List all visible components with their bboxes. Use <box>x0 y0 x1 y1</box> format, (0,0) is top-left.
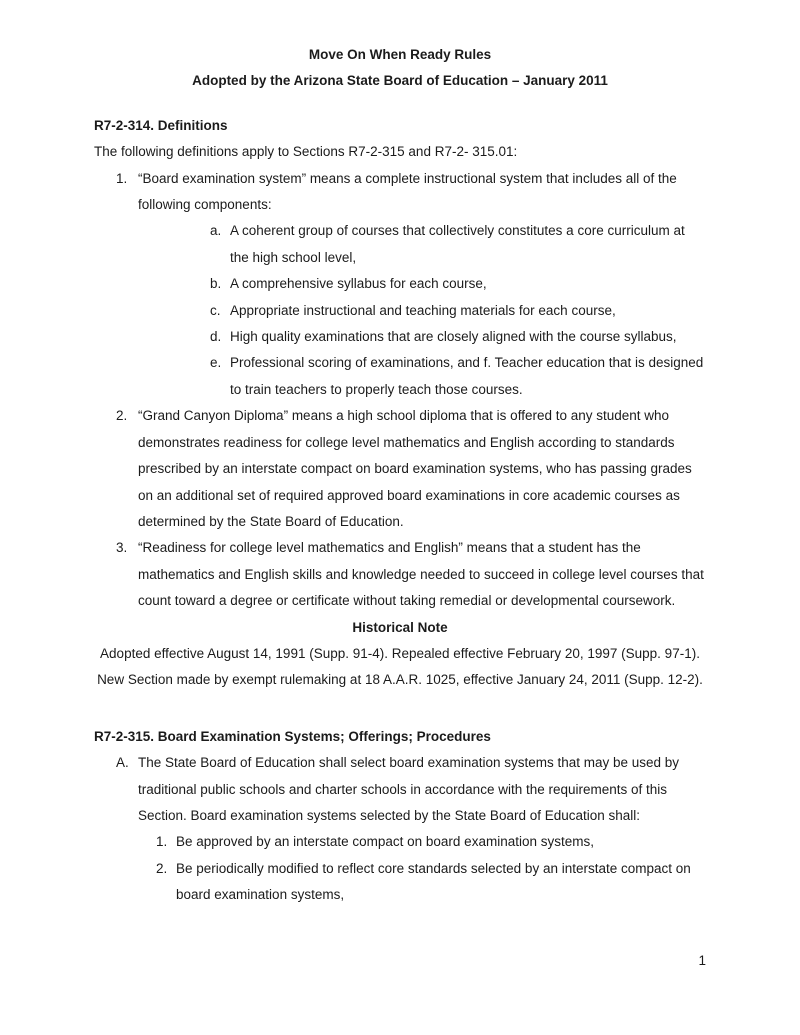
section-314-intro: The following definitions apply to Sections R7-2-315 and R7-2- 315.01: <box>94 144 518 160</box>
subitem-text: Be approved by an interstate compact on board examination systems, <box>176 834 594 850</box>
component-text: High quality examinations that are closely aligned with the course syllabus, <box>230 329 677 345</box>
document-title: Move On When Ready Rules <box>308 47 492 62</box>
list-marker: 1. <box>156 834 168 850</box>
definition-text: “Board examination system” means a complete instructional system that includes all of the following components: <box>138 170 677 213</box>
definition-item-1 <box>116 166 706 219</box>
list-marker: 1. <box>116 170 128 186</box>
component-item-e <box>210 350 706 403</box>
subitem-text: Be periodically modified to reflect core standards selected by an interstate compact on board examination systems, <box>176 860 691 903</box>
component-text: A coherent group of courses that collectively constitutes a core curriculum at the high school level, <box>230 223 685 265</box>
section-314-heading: R7-2-314. Definitions <box>94 117 228 133</box>
list-marker: 2. <box>156 860 168 876</box>
section-315-subitem-2 <box>156 856 706 909</box>
section-315-item-A <box>116 750 706 829</box>
page-number: 1 <box>698 953 706 968</box>
component-item-d <box>210 324 706 350</box>
item-text: The State Board of Education shall select board examination systems that may be used by traditional public schools and charter schools in accordance with the requirements of this Section. Board examination systems selected by the State Board of Education shall: <box>138 755 680 823</box>
list-marker: 2. <box>116 408 128 424</box>
list-marker: A. <box>116 755 129 771</box>
list-marker: 3. <box>116 540 128 556</box>
definition-text: “Readiness for college level mathematics and English” means that a student has the mathematics and English skills and knowledge needed to succeed in college level courses that count toward a degree or certificate without taking remedial or developmental coursework. <box>138 540 704 609</box>
definition-text: “Grand Canyon Diploma” means a high school diploma that is offered to any student who demonstrates readiness for college level mathematics and English according to standards prescribed by an interstate compact on board examination systems, who has passing grades on an additional set of required approved board examinations in core academic courses as determined by the State Board of Education. <box>138 408 692 529</box>
component-item-a <box>210 218 706 271</box>
historical-note-text: Adopted effective August 14, 1991 (Supp. 91-4). Repealed effective February 20, 1997 (Supp. 97-1). New Section made by exempt rulemaking at 18 A.A.R. 1025, effective January 24, 2011 (Supp. 12-2). <box>97 645 703 688</box>
list-marker: b. <box>210 276 222 292</box>
historical-note-heading: Historical Note <box>352 619 448 635</box>
list-marker: e. <box>210 355 222 371</box>
definition-item-3 <box>116 535 706 614</box>
section-315-subitem-1 <box>156 829 706 855</box>
section-315-heading: R7-2-315. Board Examination Systems; Offerings; Procedures <box>94 728 491 744</box>
document-subtitle: Adopted by the Arizona State Board of Education – January 2011 <box>192 73 608 89</box>
component-text: Appropriate instructional and teaching materials for each course, <box>230 302 616 318</box>
component-item-c <box>210 298 706 324</box>
list-marker: d. <box>210 329 222 345</box>
list-marker: c. <box>210 302 221 318</box>
list-marker: a. <box>210 223 222 239</box>
component-text: Professional scoring of examinations, and f. Teacher education that is designed to train teachers to properly teach those courses. <box>230 355 704 397</box>
component-text: A comprehensive syllabus for each course, <box>230 276 487 292</box>
component-item-b <box>210 271 706 297</box>
definition-item-2 <box>116 403 706 535</box>
